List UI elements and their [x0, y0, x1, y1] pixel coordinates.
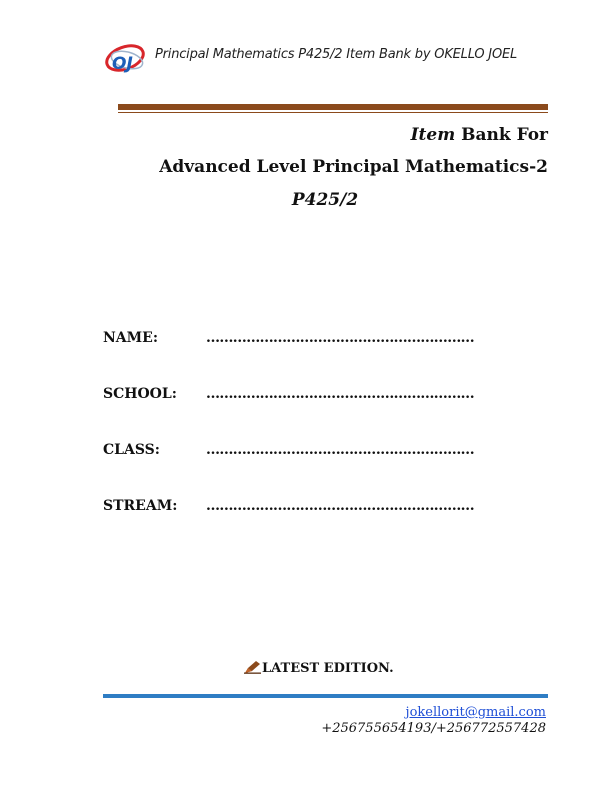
phone-numbers: +256755654193/+256772557428 [321, 721, 546, 736]
field-blank: …………………………………………………… [206, 330, 475, 346]
title-line-2: Advanced Level Principal Mathematics-2 [159, 157, 548, 177]
field-blank: …………………………………………………… [206, 442, 475, 458]
field-label: CLASS: [103, 442, 160, 458]
logo-text: OJ [112, 54, 133, 74]
field-name [103, 330, 543, 346]
pen-icon [244, 660, 262, 674]
title-item-word: Item [410, 125, 456, 145]
field-blank: …………………………………………………… [206, 386, 475, 402]
field-label: SCHOOL: [103, 386, 177, 402]
oj-logo [103, 40, 153, 80]
bottom-rule [103, 694, 548, 698]
edition-note [244, 660, 394, 676]
title-code: P425/2 [291, 190, 359, 210]
title-line-1 [411, 125, 548, 145]
page-header [103, 40, 553, 80]
field-stream [103, 498, 543, 514]
field-class [103, 442, 543, 458]
top-rule [118, 104, 548, 110]
top-rule-thin [118, 112, 548, 113]
field-label: NAME: [103, 330, 158, 346]
edition-text: LATEST EDITION. [262, 661, 394, 676]
email-link[interactable]: jokellorit@gmail.com [405, 705, 546, 720]
field-blank: …………………………………………………… [206, 498, 475, 514]
field-school [103, 386, 543, 402]
title-bank-for: Bank For [455, 125, 548, 145]
field-label: STREAM: [103, 498, 178, 514]
header-title: Principal Mathematics P425/2 Item Bank by OKELLO JOEL [155, 47, 518, 62]
